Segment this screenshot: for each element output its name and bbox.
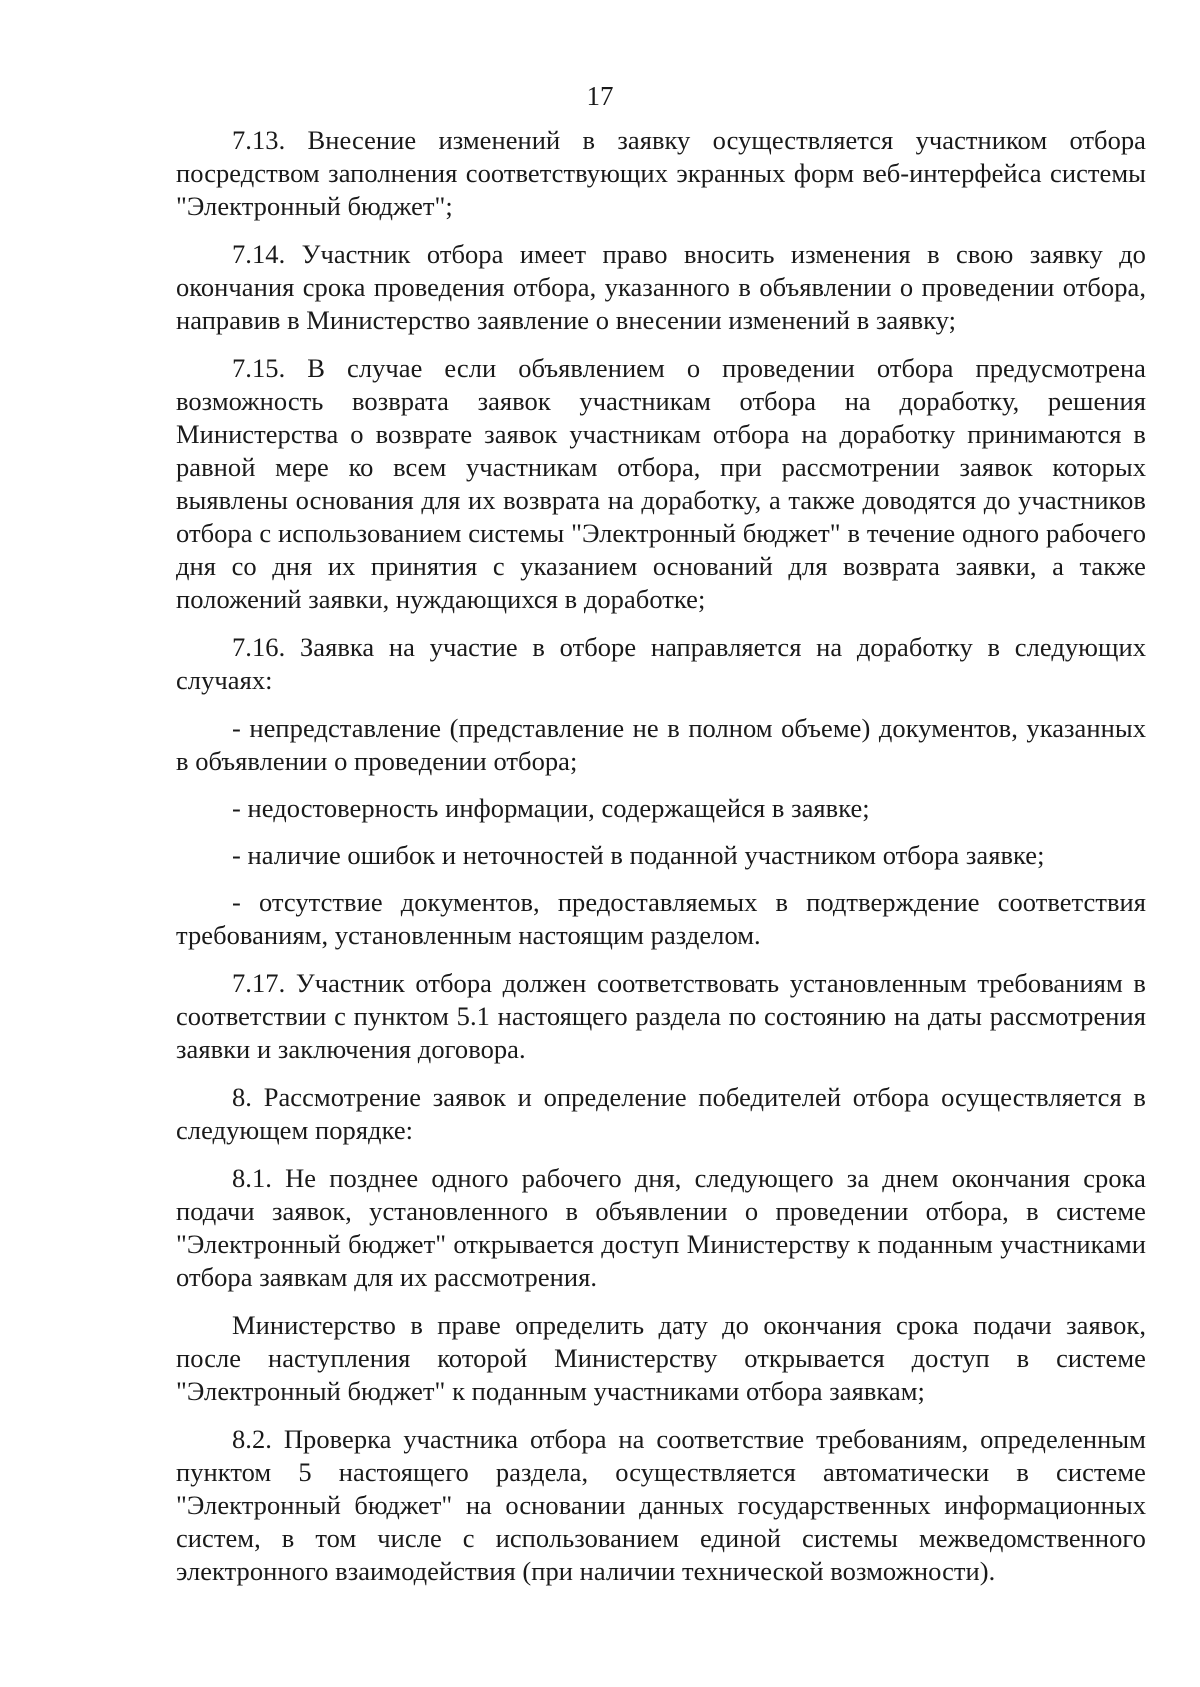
paragraph-ministry-right: Министерство в праве определить дату до окончания срока подачи заявок, после наступления которой Министерству открывается доступ в системе "Электронный бюджет" к поданным участниками отбора заявкам; (176, 1310, 1146, 1406)
paragraph-7-13: 7.13. Внесение изменений в заявку осуществляется участником отбора посредством заполнения соответствующих экранных форм веб-интерфейса системы "Электронный бюджет"; (176, 125, 1146, 221)
list-item-errors: - наличие ошибок и неточностей в поданной участником отбора заявке; (232, 840, 1045, 870)
paragraph-8-1: 8.1. Не позднее одного рабочего дня, следующего за днем окончания срока подачи заявок, установленного в объявлении о проведении отбора, в системе "Электронный бюджет" открывается доступ Министерству к поданным участниками отбора заявкам для их рассмотрения. (176, 1163, 1146, 1292)
paragraph-7-14: 7.14. Участник отбора имеет право вносить изменения в свою заявку до окончания срока проведения отбора, указанного в объявлении о проведении отбора, направив в Министерство заявление о внесении изменений в заявку; (176, 239, 1146, 335)
list-item-missing-documents: - отсутствие документов, предоставляемых в подтверждение соответствия требованиям, установленным настоящим разделом. (176, 887, 1146, 950)
paragraph-8: 8. Рассмотрение заявок и определение победителей отбора осуществляется в следующем порядке: (176, 1082, 1146, 1145)
paragraph-7-16: 7.16. Заявка на участие в отборе направляется на доработку в следующих случаях: (176, 632, 1146, 695)
paragraph-7-15: 7.15. В случае если объявлением о проведении отбора предусмотрена возможность возврата заявок участникам отбора на доработку, решения Министерства о возврате заявок участникам отбора на доработку принимаются в равной мере ко всем участникам отбора, при рассмотрении заявок которых выявлены основания для их возврата на доработку, а также доводятся до участников отбора с использованием системы "Электронный бюджет" в течение одного рабочего дня со дня их принятия с указанием оснований для возврата заявки, а также положений заявки, нуждающихся в доработке; (176, 353, 1146, 614)
page-number: 17 (586, 81, 614, 111)
list-item-unreliable-info: - недостоверность информации, содержащейся в заявке; (232, 793, 870, 823)
paragraph-7-17: 7.17. Участник отбора должен соответствовать установленным требованиям в соответствии с пунктом 5.1 настоящего раздела по состоянию на даты рассмотрения заявки и заключения договора. (176, 968, 1146, 1064)
document-body (176, 124, 1146, 1600)
list-item-nonsubmission: - непредставление (представление не в полном объеме) документов, указанных в объявлении о проведении отбора; (176, 713, 1146, 776)
paragraph-8-2: 8.2. Проверка участника отбора на соответствие требованиям, определенным пунктом 5 настоящего раздела, осуществляется автоматически в системе "Электронный бюджет" на основании данных государственных информационных систем, в том числе с использованием единой системы межведомственного электронного взаимодействия (при наличии технической возможности). (176, 1424, 1146, 1586)
